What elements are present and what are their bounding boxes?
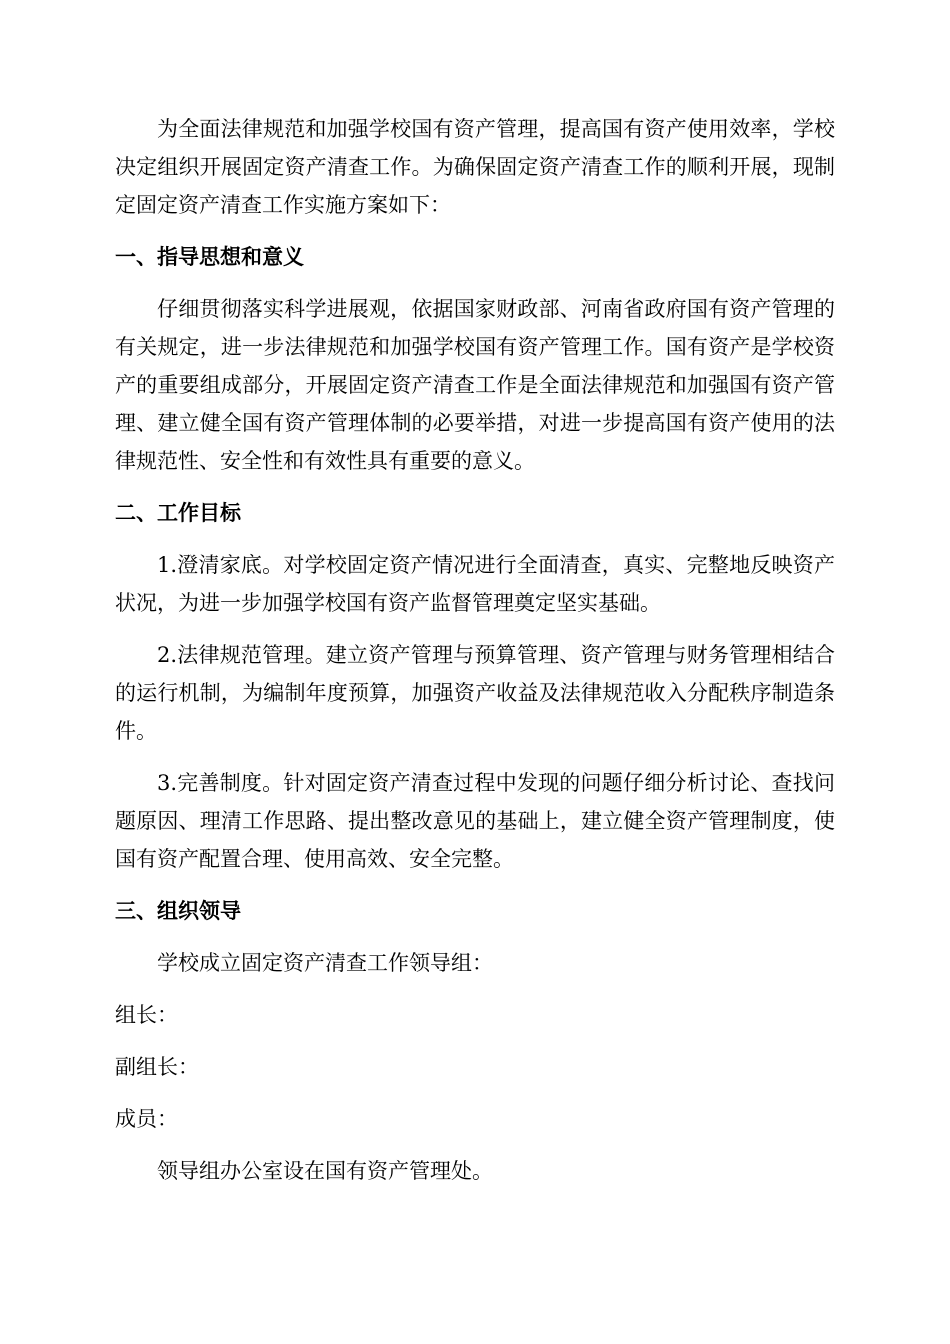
section-heading-organization: 三、组织领导	[115, 899, 241, 923]
document-page	[115, 110, 835, 1204]
goal-item-1: 1.澄清家底。对学校固定资产情况进行全面清查，真实、完整地反映资产状况，为进一步加强学校国有资产监督管理奠定坚实基础。	[115, 553, 835, 615]
goal-item-2: 2.法律规范管理。建立资产管理与预算管理、资产管理与财务管理相结合的运行机制，为编制年度预算，加强资产收益及法律规范收入分配秩序制造条件。	[115, 643, 835, 743]
guiding-ideology-paragraph: 仔细贯彻落实科学进展观，依据国家财政部、河南省政府国有资产管理的有关规定，进一步法律规范和加强学校国有资产管理工作。国有资产是学校资产的重要组成部分，开展固定资产清查工作是全面法律规范和加强国有资产管理、建立健全国有资产管理体制的必要举措，对进一步提高国有资产使用的法律规范性、安全性和有效性具有重要的意义。	[115, 297, 835, 473]
section-heading-guiding-ideology: 一、指导思想和意义	[115, 245, 304, 269]
role-leader: 组长：	[115, 1003, 178, 1027]
goal-item-3: 3.完善制度。针对固定资产清查过程中发现的问题仔细分析讨论、查找问题原因、理清工作思路、提出整改意见的基础上，建立健全资产管理制度，使国有资产配置合理、使用高效、安全完整。	[115, 771, 835, 871]
organization-paragraph: 学校成立固定资产清查工作领导组：	[157, 951, 493, 975]
role-deputy-leader: 副组长：	[115, 1055, 199, 1079]
role-members: 成员：	[115, 1107, 178, 1131]
office-paragraph: 领导组办公室设在国有资产管理处。	[157, 1159, 493, 1183]
intro-paragraph: 为全面法律规范和加强学校国有资产管理，提高国有资产使用效率，学校决定组织开展固定资产清查工作。为确保固定资产清查工作的顺利开展，现制定固定资产清查工作实施方案如下：	[115, 117, 835, 217]
section-heading-work-goals: 二、工作目标	[115, 501, 241, 525]
